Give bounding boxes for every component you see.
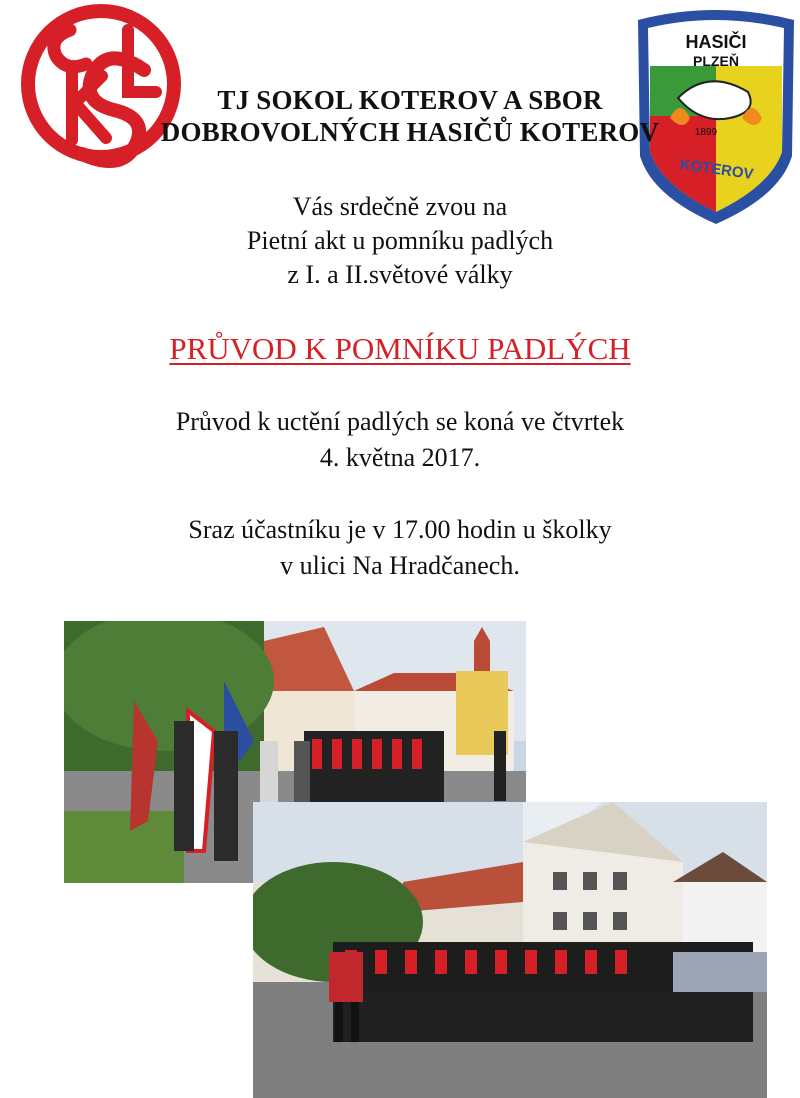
organization-title-line2: DOBROVOLNÝCH HASIČŮ KOTEROV xyxy=(160,117,660,147)
event-date xyxy=(60,404,740,476)
meeting-info-line1: Sraz účastníku je v 17.00 hodin u školky xyxy=(188,515,612,544)
invitation-line2: Pietní akt u pomníku padlých xyxy=(246,226,554,255)
event-date-line2: 4. května 2017. xyxy=(319,443,481,472)
procession-photo-band xyxy=(253,802,767,1098)
organization-title-line1: TJ SOKOL KOTEROV A SBOR xyxy=(217,85,603,115)
hasici-year-text: 1899 xyxy=(694,127,718,138)
invitation-line1: Vás srdečně zvou na xyxy=(292,192,508,221)
meeting-info xyxy=(60,512,740,584)
meeting-info-line2: v ulici Na Hradčanech. xyxy=(280,551,520,580)
hasici-bottom-text: KOTEROV xyxy=(678,155,755,184)
event-date-line1: Průvod k uctění padlých se koná ve čtvrtek xyxy=(175,407,625,436)
invitation-line3: z I. a II.světové války xyxy=(287,260,513,289)
event-details xyxy=(60,404,740,584)
invitation-text xyxy=(100,190,700,292)
event-heading: PRŮVOD K POMNÍKU PADLÝCH xyxy=(169,331,631,366)
hasici-top-text: HASIČI xyxy=(685,32,747,52)
organization-title xyxy=(100,84,720,148)
hasici-city-text: PLZEŇ xyxy=(693,53,739,69)
procession-photo-band-image xyxy=(253,802,767,1098)
